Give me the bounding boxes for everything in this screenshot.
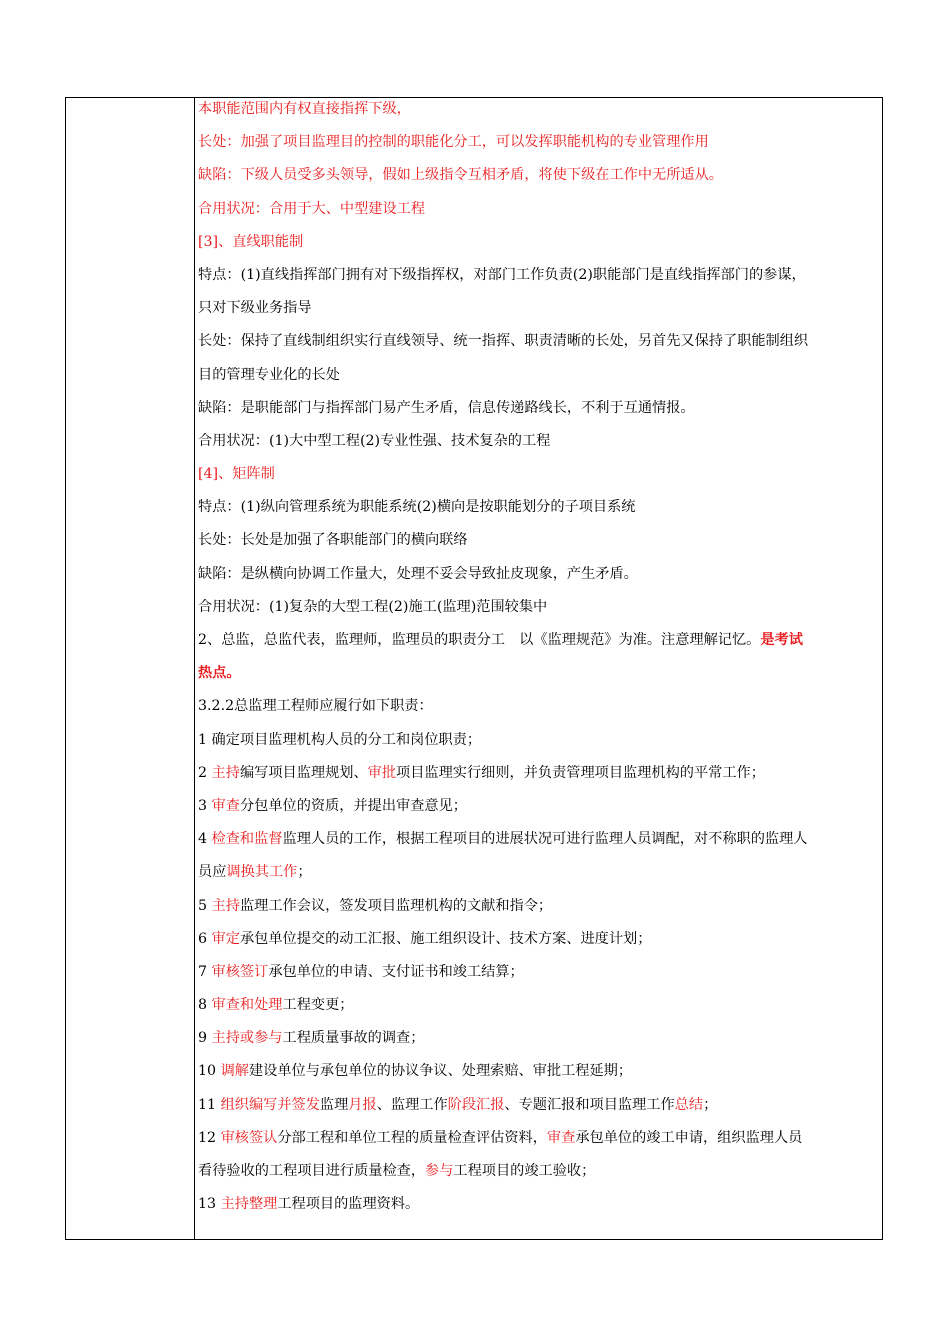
- text-line: [198, 1130, 882, 1147]
- highlighted-text: 本职能范围内有权直接指挥下级，: [198, 101, 411, 117]
- text-segment: 建设单位与承包单位的协议争议、处理索赔、审批工程延期；: [248, 1063, 633, 1080]
- text-line: [198, 367, 882, 384]
- highlighted-text: [3]、直线职能制: [198, 233, 304, 250]
- text-line: [198, 831, 882, 848]
- highlighted-text: 月报: [348, 1096, 377, 1113]
- text-segment: 6: [198, 930, 212, 947]
- text-segment: 看待验收的工程项目进行质量检查，: [198, 1163, 426, 1179]
- text-segment: 特点：(1)直线指挥部门拥有对下级指挥权，对部门工作负责(2)职能部门是直线指挥部门的参谋，: [198, 266, 806, 283]
- text-segment: 10: [198, 1063, 221, 1080]
- text-line: [198, 433, 882, 450]
- table-left-cell: [66, 98, 195, 1239]
- text-segment: 合用状况：(1)复杂的大型工程(2)施工(监理)范围较集中: [198, 598, 548, 615]
- highlighted-text: 审查: [546, 1129, 576, 1146]
- text-segment: 7: [198, 963, 212, 980]
- text-line: [198, 798, 882, 815]
- text-segment: 2: [198, 764, 212, 781]
- text-segment: 缺陷：是职能部门与指挥部门易产生矛盾，信息传递路线长，不利于互通情报。: [198, 399, 695, 416]
- text-segment: 承包单位的申请、支付证书和竣工结算；: [268, 963, 524, 980]
- highlighted-text: 调解: [220, 1063, 249, 1080]
- highlighted-text: 检查和监督: [211, 831, 283, 848]
- text-segment: 特点：(1)纵向管理系统为职能系统(2)横向是按职能划分的子项目系统: [198, 499, 636, 516]
- text-segment: 工程项目的监理资料。: [277, 1196, 420, 1213]
- text-segment: 、监理工作: [376, 1096, 448, 1113]
- highlighted-text: [4]、矩阵制: [198, 466, 275, 483]
- text-segment: 8: [198, 997, 212, 1014]
- text-line: [198, 300, 882, 317]
- text-segment: 4: [198, 831, 212, 848]
- text-line: [198, 1097, 882, 1114]
- text-segment: 编写项目监理规划、: [239, 764, 368, 781]
- highlighted-text: 阶段汇报: [447, 1096, 505, 1113]
- text-segment: 长处：保持了直线制组织实行直线领导、统一指挥、职责清晰的长处，另首先又保持了职能制组织: [198, 333, 809, 350]
- highlighted-text: 长处：加强了项目监理目的控制的职能化分工，可以发挥职能机构的专业管理作用: [198, 134, 709, 151]
- text-line: [198, 997, 882, 1014]
- text-line: [198, 732, 882, 749]
- text-line: [198, 1030, 882, 1047]
- text-segment: 员应: [198, 864, 227, 881]
- text-line: [198, 134, 882, 151]
- text-segment: 2、总监，总监代表，监理师，监理员的职责分工 以《监理规范》为准。注意理解记忆。: [198, 632, 761, 648]
- text-segment: 承包单位提交的动工汇报、施工组织设计、技术方案、进度计划；: [239, 930, 652, 947]
- text-line: [198, 765, 882, 782]
- highlighted-text: 组织编写并签发: [220, 1096, 320, 1113]
- text-segment: 分部工程和单位工程的质量检查评估资料，: [277, 1129, 547, 1146]
- highlighted-text: 参与: [425, 1163, 454, 1179]
- text-segment: 13: [198, 1196, 221, 1213]
- text-line: [198, 466, 882, 483]
- highlighted-text: 主持整理: [220, 1196, 278, 1213]
- text-segment: 9: [198, 1030, 212, 1047]
- highlighted-text: 审查: [211, 797, 240, 814]
- highlighted-text: 主持或参与: [211, 1030, 283, 1047]
- text-line: [198, 599, 882, 616]
- text-segment: 监理人员的工作，根据工程项目的进展状况可进行监理人员调配，对不称职的监理人: [282, 831, 808, 848]
- text-segment: 3: [198, 797, 212, 814]
- table-content-cell: [195, 98, 882, 1239]
- text-line: [198, 101, 882, 118]
- text-line: [198, 964, 882, 981]
- text-line: [198, 632, 882, 649]
- text-segment: 工程项目的竣工验收；: [453, 1163, 596, 1179]
- text-segment: 目的管理专业化的长处: [198, 366, 340, 383]
- text-line: [198, 665, 882, 682]
- highlighted-text: 主持: [211, 764, 240, 781]
- highlighted-text: 审定: [211, 930, 240, 947]
- text-segment: ；: [297, 864, 312, 881]
- text-segment: 承包单位的竣工申请，组织监理人员: [575, 1129, 803, 1146]
- text-segment: 长处：长处是加强了各职能部门的横向联络: [198, 532, 468, 549]
- text-line: [198, 201, 882, 218]
- text-line: [198, 234, 882, 251]
- text-line: [198, 931, 882, 948]
- text-segment: 分包单位的资质，并提出审查意见；: [239, 797, 467, 814]
- text-line: [198, 1063, 882, 1080]
- text-line: [198, 566, 882, 583]
- text-segment: 工程变更；: [282, 997, 354, 1014]
- text-segment: ；: [703, 1096, 718, 1113]
- text-line: [198, 898, 882, 915]
- text-line: [198, 499, 882, 516]
- text-segment: 1 确定项目监理机构人员的分工和岗位职责；: [198, 731, 482, 748]
- highlighted-text: 调换其工作: [226, 864, 298, 881]
- highlighted-text: 审核签订: [211, 963, 269, 980]
- text-line: [198, 1196, 882, 1213]
- highlighted-text: 热点。: [198, 665, 241, 682]
- document-table: [65, 97, 883, 1240]
- text-segment: 12: [198, 1129, 221, 1146]
- highlighted-text: 合用状况：合用于大、中型建设工程: [198, 200, 426, 217]
- highlighted-text: 是考试: [760, 632, 803, 648]
- text-line: [198, 333, 882, 350]
- text-segment: 项目监理实行细则，并负责管理项目监理机构的平常工作；: [396, 764, 765, 781]
- text-segment: 只对下级业务指导: [198, 300, 312, 317]
- highlighted-text: 缺陷：下级人员受多头领导，假如上级指令互相矛盾，将使下级在工作中无所适从。: [198, 167, 723, 184]
- text-segment: 工程质量事故的调查；: [282, 1030, 425, 1047]
- highlighted-text: 总结: [674, 1096, 704, 1113]
- text-segment: 11: [198, 1096, 221, 1113]
- text-segment: 缺陷：是纵横向协调工作量大，处理不妥会导致扯皮现象，产生矛盾。: [198, 565, 638, 582]
- text-segment: 3.2.2总监理工程师应履行如下职责：: [198, 698, 433, 715]
- text-line: [198, 1163, 882, 1180]
- highlighted-text: 主持: [211, 897, 240, 914]
- highlighted-text: 审核签认: [220, 1129, 278, 1146]
- highlighted-text: 审批: [367, 764, 397, 781]
- text-segment: 5: [198, 897, 212, 914]
- text-segment: 、专题汇报和项目监理工作: [504, 1096, 675, 1113]
- text-segment: 监理: [319, 1096, 349, 1113]
- text-segment: 监理工作会议，签发项目监理机构的文献和指令；: [239, 897, 553, 914]
- text-line: [198, 267, 882, 284]
- highlighted-text: 审查和处理: [211, 997, 283, 1014]
- text-line: [198, 864, 882, 881]
- text-segment: 合用状况：(1)大中型工程(2)专业性强、技术复杂的工程: [198, 432, 551, 449]
- text-line: [198, 400, 882, 417]
- text-line: [198, 167, 882, 184]
- text-line: [198, 532, 882, 549]
- text-line: [198, 698, 882, 715]
